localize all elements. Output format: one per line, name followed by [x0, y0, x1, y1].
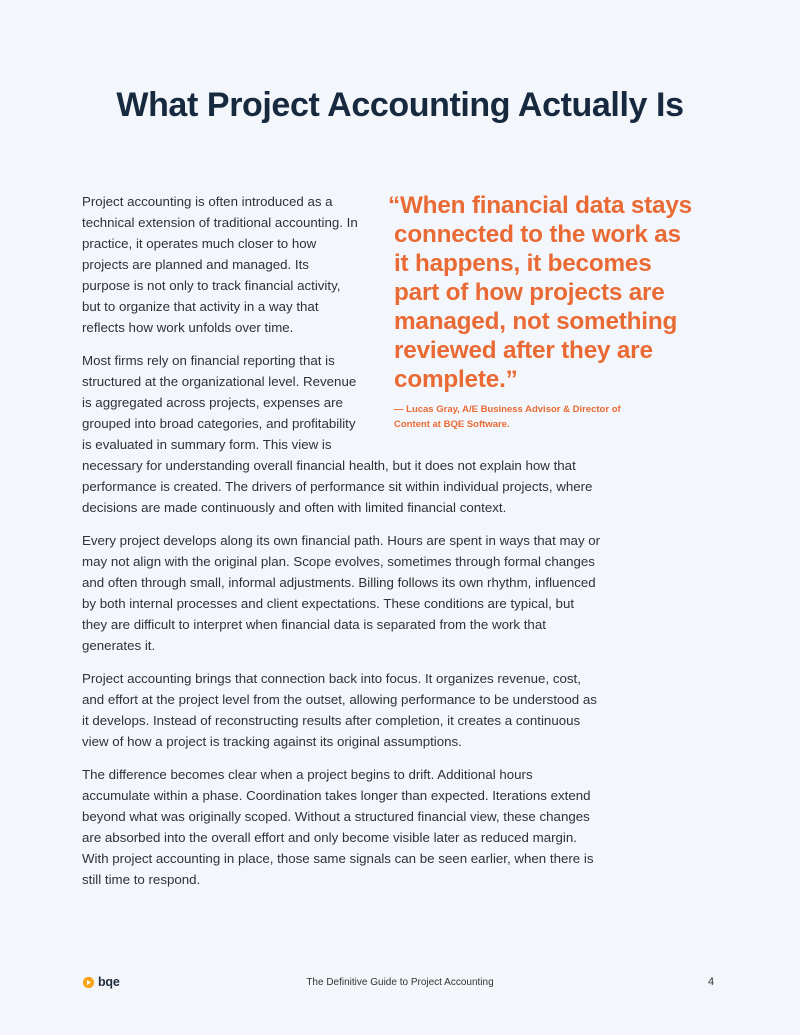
- page-title: What Project Accounting Actually Is: [116, 86, 684, 124]
- body-paragraph: The difference becomes clear when a project begins to drift. Additional hours accumulate within a phase. Coordination takes longer than expected. Iterations extend beyond what was originally scoped. Without a structured financial view, these changes are absorbed into the overall effort and only become visible later as reduced margin. With project accounting in place, those same signals can be seen earlier, when there is still time to respond.: [82, 767, 594, 887]
- page-number: 4: [708, 976, 715, 988]
- body-paragraph: Most firms rely on financial reporting that is structured at the organizational level. Revenue is aggregated across projects, expenses are grouped into broad categories, and profitability is evaluated in summary form. This view is necessary for understanding overall financial health, but it does not explain how that performance is created. The drivers of performance sit within individual projects, where decisions are made continuously and often with limited financial context.: [82, 353, 593, 515]
- article-body: [82, 191, 692, 902]
- body-paragraph: Project accounting is often introduced as a technical extension of traditional accounting. In practice, it operates much closer to how projects are planned and managed. Its purpose is not only to track financial activity, but to organize that activity in a way that reflects how work unfolds over time.: [82, 194, 358, 335]
- body-paragraph: Project accounting brings that connection back into focus. It organizes revenue, cost, and effort at the project level from the outset, allowing performance to be understood as it develops. Instead of reconstructing results after completion, it creates a continuous view of how a project is tracking against its original assumptions.: [82, 671, 597, 749]
- pull-quote-text: “When financial data stays connected to the work as it happens, it becomes part of how projects are managed, not something reviewed after they are complete.”: [388, 192, 692, 393]
- body-paragraph: Every project develops along its own financial path. Hours are spent in ways that may or may not align with the original plan. Scope evolves, sometimes through formal changes and often through small, informal adjustments. Billing follows its own rhythm, influenced by both internal processes and client expectations. These conditions are typical, but they are difficult to interpret when financial data is separated from the work that generates it.: [82, 533, 601, 653]
- footer-document-title: The Definitive Guide to Project Accounting: [306, 977, 494, 988]
- pull-quote-attribution: — Lucas Gray, A/E Business Advisor & Director of Content at BQE Software.: [394, 404, 621, 430]
- pull-quote: [388, 191, 694, 432]
- bqe-logo-text: bqe: [98, 975, 120, 989]
